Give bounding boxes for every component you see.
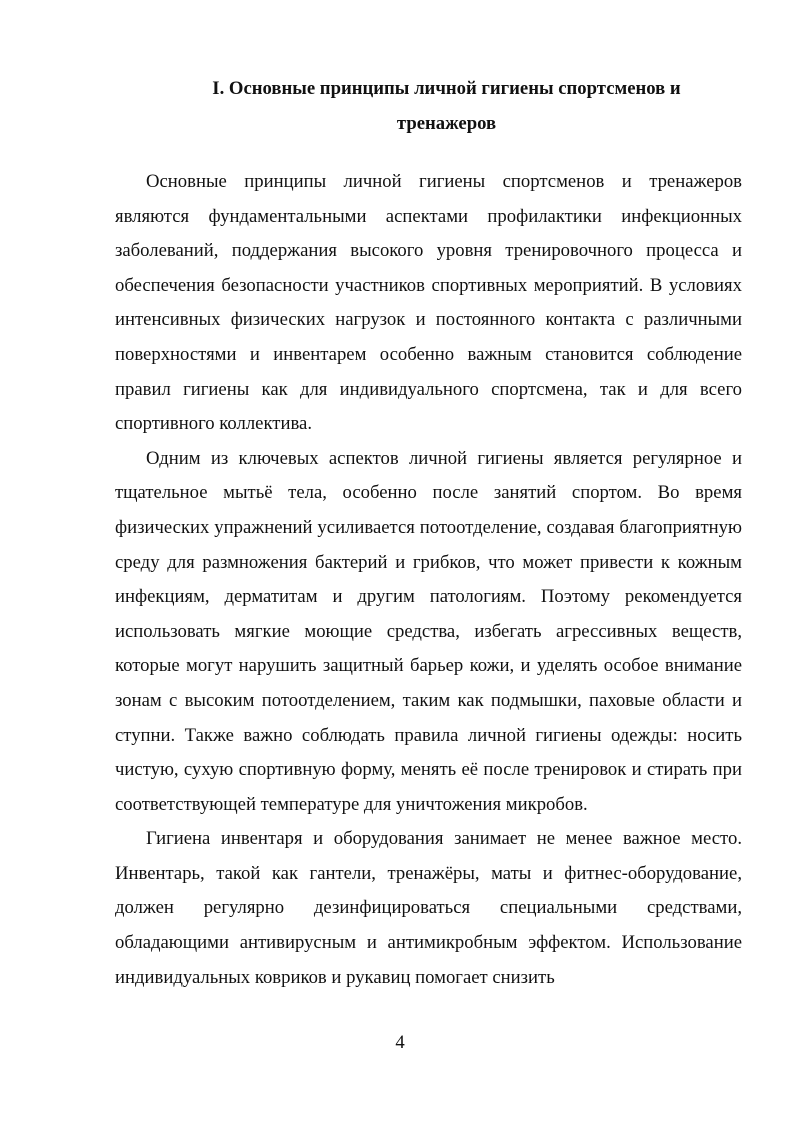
section-heading-line-1: I. Основные принципы личной гигиены спортсменов и — [212, 78, 681, 99]
section-heading-line-2: тренажеров — [396, 112, 497, 134]
paragraph-3: Гигиена инвентаря и оборудования занимает не менее важное место. Инвентарь, такой как гантели, тренажёры, маты и фитнес-оборудование, должен регулярно дезинфицироваться специальными средствами, обладающими антивирусным и антимикробным эффектом. Использование индивидуальных ковриков и рукавиц помогает снизить — [115, 828, 742, 988]
section-heading — [115, 72, 742, 141]
paragraph-1: Основные принципы личной гигиены спортсменов и тренажеров являются фундаментальными аспектами профилактики инфекционных заболеваний, поддержания высокого уровня тренировочного процесса и обеспечения безопасности участников спортивных мероприятий. В условиях интенсивных физических нагрузок и постоянного контакта с различными поверхностями и инвентарем особенно важным становится соблюдение правил гигиены как для индивидуального спортсмена, так и для всего спортивного коллектива. — [115, 171, 742, 435]
paragraph-2: Одним из ключевых аспектов личной гигиены является регулярное и тщательное мытьё тела, особенно после занятий спортом. Во время физических упражнений усиливается потоотделение, создавая благоприятную среду для размножения бактерий и грибков, что может привести к кожным инфекциям, дерматитам и другим патологиям. Поэтому рекомендуется использовать мягкие моющие средства, избегать агрессивных веществ, которые могут нарушить защитный барьер кожи, и уделять особое внимание зонам с высоким потоотделением, таким как подмышки, паховые области и ступни. Также важно соблюдать правила личной гигиены одежды: носить чистую, сухую спортивную форму, менять её после тренировок и стирать при соответствующей температуре для уничтожения микробов. — [115, 447, 742, 815]
page-number: 4 — [395, 1032, 405, 1053]
body-text — [115, 165, 742, 995]
